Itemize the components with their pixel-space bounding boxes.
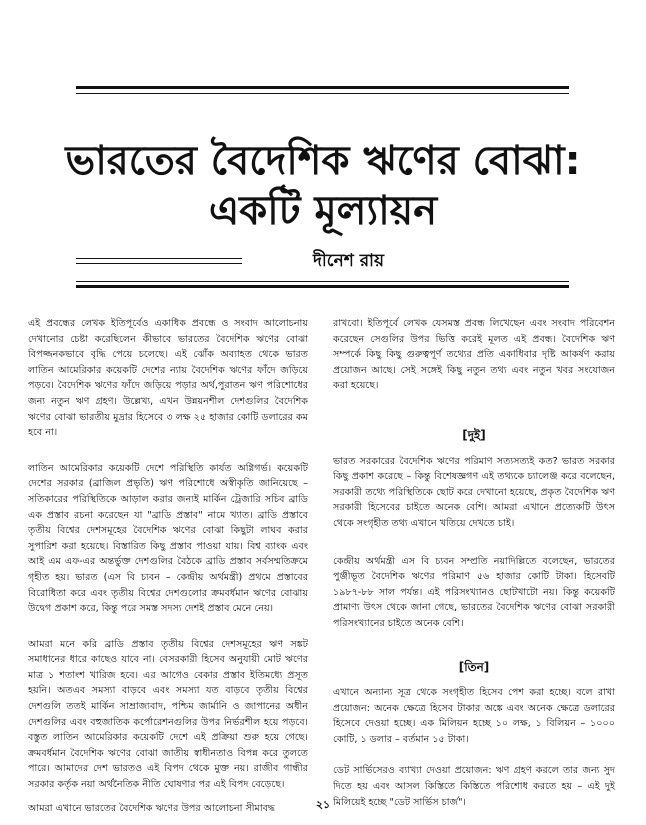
article-title-line1: ভারতের বৈদেশিক ঋণের বোঝা: (65, 138, 581, 184)
author-rule-left-2 (76, 263, 242, 264)
left-column (28, 316, 308, 816)
top-rule-thick (76, 86, 569, 89)
section3-paragraph-1: এখানে অন্যান্য সূত্র থেকে সংগৃহীত হিসেব পেশ করা হচ্ছে। বলে রাখা প্রয়োজন: অনেক ক্ষেত্রে হিসেব টাকার অঙ্কে এবং অনেক ক্ষেত্রে ডলারের হিসেবে দেওয়া হচ্ছে। এক মিলিয়ন হচ্ছে ১০ লক্ষ, ১ বিলিয়ন – ১০০০ কোটি, ১ ডলার – বর্তমান ১৫ টাকা। (333, 687, 615, 745)
article-title-line2: একটি মূল্যায়ন (208, 188, 438, 234)
header-bottom-rule-thick (76, 285, 569, 288)
section-heading-3: [তিন] (458, 659, 490, 674)
page-number: ২১ (315, 798, 331, 811)
author-rule-left (76, 258, 242, 259)
left-paragraph-3: আমরা মনে করি ব্রাডি প্রস্তাব তৃতীয় বিশ্বের দেশসমূহের ঋণ সঙ্কট সমাধানের ধারে কাছেও যাবে না। বেসরকারী হিসেব অনুযায়ী মোট ঋণের মাত্র ১ শতাংশ খারিজ হবে। এর আগেও বেকার প্রস্তাব ইতিমধ্যে প্রসূত হয়নি। অতএব সমস্যা বাড়বে এবং সমস্যা যত বাড়বে তৃতীয় বিশ্বের দেশগুলি ততই মার্কিন সাম্রাজ্যবাদ, পশ্চিম জার্মানি ও জাপানের অধীন দেশগুলির এবং বহুজাতিক কর্পোরেশনগুলির উপর নির্ভরশীল হয়ে পড়বে। বস্তুত লাতিন আমেরিকার কয়েকটি দেশে এই প্রক্রিয়া শুরু হয়ে গেছে। ক্রমবর্ধমান বৈদেশিক ঋণের বোঝা জাতীয় স্বাধীনতাও বিপন্ন করে তুলতে পারে। আমাদের দেশ ভারতও এই বিপদ থেকে মুক্ত নয়। রাজীব গান্ধীর সরকার কর্তৃক নয়া অর্থনৈতিক নীতি ঘোষণার পর এই বিপদ বেড়েছে। (28, 638, 308, 791)
left-paragraph-4: আমরা এখানে ভারতের বৈদেশিক ঋণের উপর আলোচনা সীমাবদ্ধ (28, 802, 276, 814)
section2-paragraph-1: ভারত সরকারের বৈদেশিক ঋণের পরিমাণ সত্যসত্যই কত? ভারত সরকার কিছু প্রকাশ করেছে – কিন্তু বিশেষজ্ঞগণ এই তথ্যকে চ্যালেঞ্জ করে বলেছেন, সরকারী তথ্যে পরিস্থিতিকে ছোট করে দেখানো হয়েছে, প্রকৃত বৈদেশিক ঋণ সরকারী হিসেবের চাইতে অনেক বেশি। আমরা এখানে প্রত্যেকটি উৎস থেকে সংগৃহীত তথ্য এখানে খতিয়ে দেখতে চাই। (333, 455, 615, 529)
section-heading-2: [দুই] (462, 427, 486, 442)
left-paragraph-2: লাতিন আমেরিকার কয়েকটি দেশে পরিস্থিতি কার্যত অগ্নিগর্ভ। কয়েকটি দেশের সরকার (ব্রাজিল প্রভৃতি) ঋণ পরিশোধে অস্বীকৃতি জানিয়েছে – সতিকারের পরিস্থিতিকে আড়াল করার জন্যই মার্কিন ট্রেজারি সচিব ব্রাডি এক প্রস্তাব রচনা করেছেন যা "ব্রাডি প্রস্তাব" নামে খ্যাত। ব্রাডি প্রস্তাবে তৃতীয় বিশ্বের দেশসমূহের বৈদেশিক ঋণের বোঝা কিছুটা লাঘব করার সুপারিশ করা হয়েছে। বিস্তারিত কিছু প্রস্তাব পাওয়া যায়। বিশ্ব ব্যাংক এবং আই এম এফ-এর অন্তর্ভুক্ত দেশগুলির বৈঠকে ব্রাডি প্রস্তাব সর্বসম্মতিক্রমে গৃহীত হয়। ভারত (এস বি চ্যবন – কেন্দ্রীয় অর্থমন্ত্রী) প্রথমে প্রস্তাবের বিরোধিতা করে এবং তৃতীয় বিশ্বের দেশগুলোর ক্রমবর্ধমান ঋণের বোঝায় উদ্বেগ প্রকাশ করে, কিন্তু পরে সমস্ত সদস্য দেশই প্রস্তাব মেনে নেয়। (28, 462, 308, 615)
right-column (333, 316, 615, 810)
section2-paragraph-2: কেন্দ্রীয় অর্থমন্ত্রী এস বি চ্যবন সম্প্রতি নয়াদিল্লিতে বলেছেন, ভারতের পুঞ্জীভূত বৈদেশিক ঋণের পরিমাণ ৫৬ হাজার কোটি টাকা। হিসেবটি ১৯৮৭-৮৮ সাল পর্যন্ত। এই পরিসংখ্যানও ছোটখাটো নয়। কিন্তু কয়েকটি প্রামাণ্য উৎস থেকে জানা গেছে, ভারতের বৈদেশিক ঋণের বোঝা সরকারী পরিসংখ্যানের চাইতে অনেক বেশি। (333, 555, 615, 629)
top-rule-thin (76, 93, 569, 94)
article-author: দীনেশ রায় (312, 251, 384, 271)
header-bottom-rule-thin (76, 281, 569, 282)
section3-paragraph-2: ডেট সার্ভিসেরও ব্যাখ্যা দেওয়া প্রয়োজন: ঋণ গ্রহণ করলে তার জন্য সুদ দিতে হয় এবং আসল কিস্তিতে কিস্তিতে পরিশোধ করতে হয় – এই দুই মিলিয়েই হচ্ছে "ডেট সার্ভিস চার্জ"। (333, 765, 615, 808)
right-intro-paragraph: রাখবো। ইতিপূর্বে লেখক যেসমস্ত প্রবন্ধ লিখেছেন এবং সংবাদ পরিবেশন করেছেন সেগুলির উপর ভিত্তি করেই মূলত এই প্রবন্ধ। বৈদেশিক ঋণ সম্পর্কে কিছু কিছু গুরুত্বপূর্ণ তথ্যের প্রতি একাধিবার দৃষ্টি আকর্ষণ করায় প্রয়োজন আছে। সেই সঙ্গেই কিছু নতুন তথ্য এবং নতুন খবর সংযোজন করা হয়েছে। (333, 318, 615, 392)
left-paragraph-1: এই প্রবন্ধের লেখক ইতিপূর্বেও একাধিক প্রবন্ধে ও সংবাদ আলোচনায় দেখানোর চেষ্টা করেছিলেন কীভাবে ভারতের বৈদেশিক ঋণের বোঝা বিপজ্জনকভাবে বৃদ্ধি পেয়ে চলেছে। এই ঝোঁক অব্যাহত থেকে ভারত লাতিন আমেরিকার কয়েকটি দেশের ন্যায় বৈদেশিক ঋণের ফাঁদে জড়িয়ে পড়বে। বৈদেশিক ঋণের ফাঁদে জড়িয়ে পড়ার অর্থ,পুরাতন ঋণ পরিশোধের জন্য নতুন ঋণ গ্রহণ। উল্লেখ্য, এখন উন্নয়নশীল দেশগুলির বৈদেশিক ঋণের বোঝা ভারতীয় মুদ্রার হিসেবে ৩ লক্ষ ২৫ হাজার কোটি ডলারের কম হবে না। (28, 318, 308, 439)
